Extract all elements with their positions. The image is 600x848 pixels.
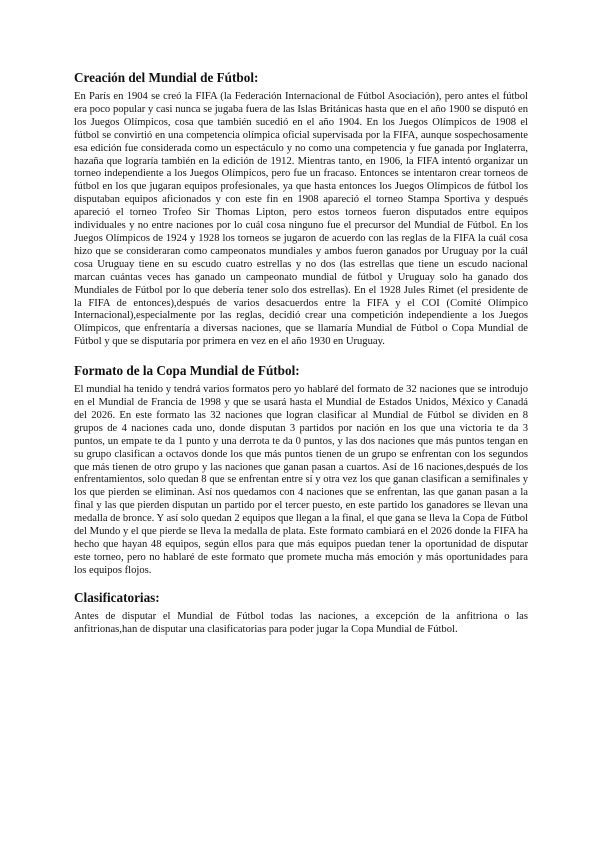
heading-clasificatorias: Clasificatorias: — [74, 589, 160, 605]
heading-creacion: Creación del Mundial de Fútbol: — [74, 70, 259, 85]
section-formato — [74, 363, 528, 578]
section-clasificatorias — [74, 590, 528, 637]
section-creacion — [74, 70, 528, 349]
document-page — [74, 70, 528, 637]
paragraph-creacion: En París en 1904 se creó la FIFA (la Federación Internacional de Fútbol Asociación), pero antes el fútbol era poco popular y casi nunca se jugaba fuera de las Islas Británicas hasta que en el año 1900 se disputó en los Juegos Olímpicos, cosa que también sucedió en el año 1904. En los Juegos Olímpicos de 1908 el fútbol se convirtió en una competencia olímpica oficial supervisada por la FIFA, aunque sospechosamente esa edición fue considerada como un espectáculo y no como una competencia y fue ganada por Inglaterra, hazaña que lograría también en la edición de 1912. Mientras tanto, en 1906, la FIFA intentó organizar un torneo independiente a los Juegos Olímpicos, pero fue un fracaso. Entonces se intentaron crear torneos de fútbol en los que jugaran equipos profesionales, ya que hasta entonces los Juegos Olímpicos de fútbol los disputaban equipos aficionados y con este fin en 1908 apareció el torneo Stampa Sportiva y después apareció el torneo Trofeo Sir Thomas Lipton, pero estos torneos fueron disputados entre equipos individuales y no entre naciones por lo cuál cosa ninguno fue el precursor del Mundial de Fútbol. En los Juegos Olímpicos de 1924 y 1928 los torneos se jugaron de acuerdo con las reglas de la FIFA la cuál cosa hizo que se consideraran como campeonatos mundiales y ambos fueron ganados por Uruguay por la cuál cosa Uruguay tiene en su escudo cuatro estrellas y no dos (las estrellas que tiene un escudo nacional marcan cuántas veces has ganado un campeonato mundial de fútbol y Uruguay solo ha ganado dos Mundiales de Fútbol por lo que debería tener solo dos estrellas). En el 1928 Jules Rimet (el presidente de la FIFA de entonces),después de varios desacuerdos entre la FIFA y el COI (Comité Olímpico Internacional),especialmente por las reglas, decidió crear una competición independiente a los Juegos Olímpicos, que enfrentaría a diversas naciones, que se llamaría Mundial de Fútbol o Copa Mundial de Fútbol y que se disputaría por primera en vez en el año 1930 en Uruguay. — [74, 91, 528, 348]
heading-formato: Formato de la Copa Mundial de Fútbol: — [74, 363, 300, 379]
paragraph-clasificatorias: Antes de disputar el Mundial de Fútbol todas las naciones, a excepción de la anfitriona o las anfitrionas,han de disputar una clasificatorias para poder jugar la Copa Mundial de Fútbol. — [74, 610, 528, 635]
paragraph-formato: El mundial ha tenido y tendrá varios formatos pero yo hablaré del formato de 32 naciones que se introdujo en el Mundial de Francia de 1998 y que se usará hasta el Mundial de Estados Unidos, México y Canadá del 2026. En este formato las 32 naciones que logran clasificar al Mundial de Fútbol se dividen en 8 grupos de 4 naciones cada uno, donde disputan 3 partidos por nación en los que una victoria te da 3 puntos, un empate te da 1 punto y una derrota te da 0 puntos, y las dos naciones que más puntos tengan en su grupo clasifican a octavos donde los que más puntos tienen de un grupo se enfrentan con los segundos que más tienen de otro grupo y las naciones que ganan pasan a cuartos. Así de 16 naciones,después de los enfrentamientos, solo quedan 8 que se enfrentan entre sí y otra vez los que ganan clasifican a semifinales y los que pierden se eliminan. Así nos quedamos con 4 naciones que se enfrentan, las que ganan pasan a la final y las que pierden disputan un partido por el tercer puesto, en este partido los ganadores se llevan una medalla de bronce. Y así solo quedan 2 equipos que llegan a la final, el que gana se lleva la Copa de Fútbol del Mundo y el que pierde se lleva la medalla de plata. Este formato cambiará en el 2026 donde la FIFA ha hecho que hayan 48 equipos, según ellos para que más equipos puedan tener la oportunidad de disputar este torneo, pero no hablaré de este formato que promete mucha más emoción y más oportunidades para los equipos flojos. — [74, 384, 529, 576]
